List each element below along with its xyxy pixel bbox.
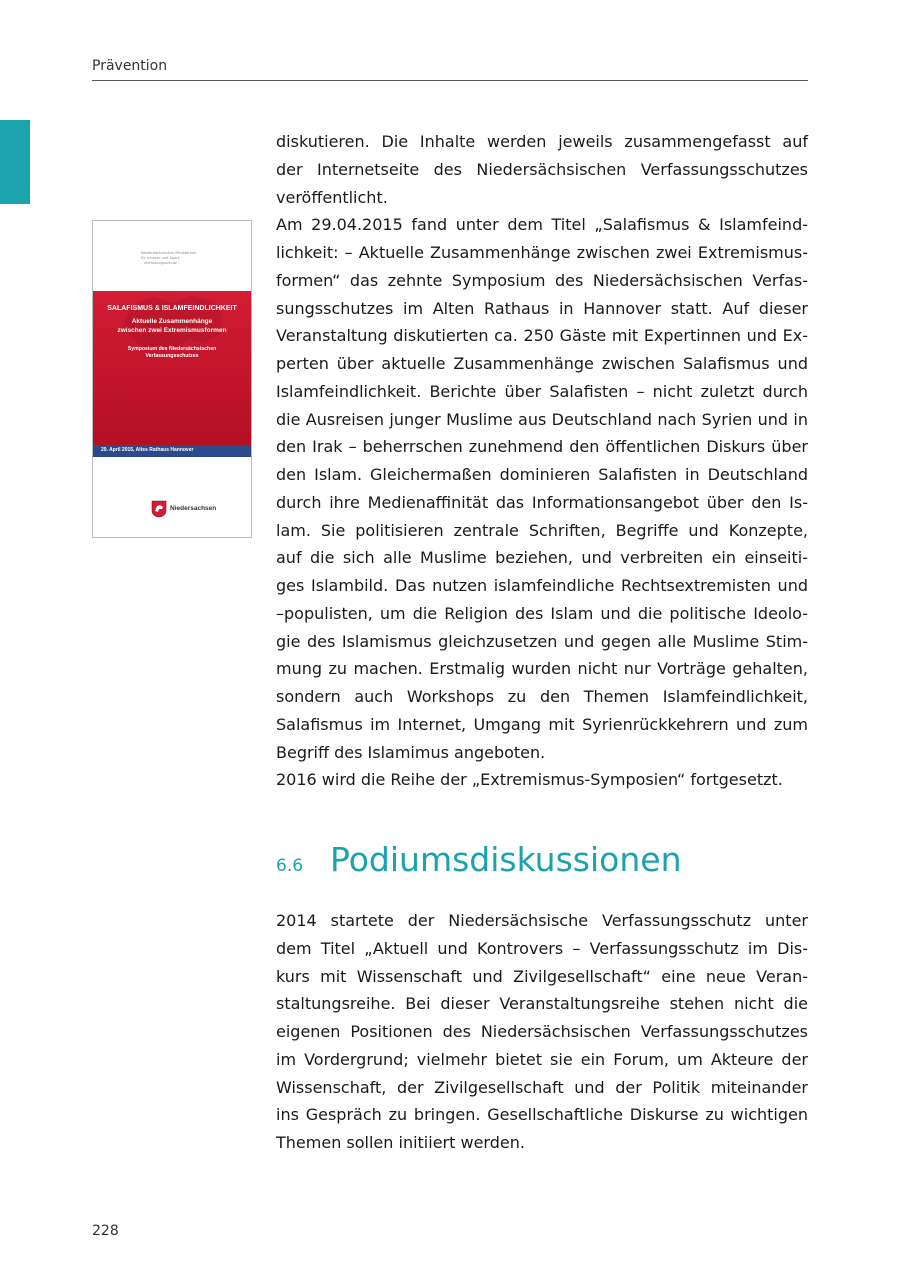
text-line: Wissenschaft, der Zivilgesellschaft und der Politik miteinander (276, 1077, 808, 1097)
text-line: lichkeit: – Aktuelle Zusammenhänge zwischen zwei Extremismus- (276, 243, 808, 262)
text-line: perten über aktuelle Zusammenhänge zwischen Salafismus und (276, 354, 808, 373)
paragraph-intro (276, 128, 808, 211)
brochure-cover-image (92, 220, 252, 538)
text-line: staltungsreihe. Bei dieser Veranstaltungsreihe stehen nicht die (276, 994, 808, 1014)
cover-date: 29. April 2015, Altes Rathaus Hannover (101, 447, 194, 453)
text-line: 2014 startete der Niedersächsische Verfassungsschutz unter (276, 911, 808, 930)
text-line: kurs mit Wissenschaft und Zivilgesellschaft“ eine neue Veran- (276, 966, 808, 986)
text-line: mung zu machen. Erstmalig wurden nicht nur Vorträge gehalten, (276, 659, 808, 679)
text-line: Islamfeindlichkeit. Berichte über Salafisten – nicht zuletzt durch (276, 381, 808, 401)
text-line: ins Gespräch zu bringen. Gesellschaftliche Diskurse zu wichtigen (276, 1105, 808, 1125)
text-line: Veranstaltung diskutierten ca. 250 Gäste mit Expertinnen und Ex- (276, 326, 808, 346)
text-line: auf die sich alle Muslime beziehen, und verbreiten ein einseiti- (276, 548, 808, 568)
text-line: den Islam. Gleichermaßen dominieren Salafisten in Deutschland (276, 465, 808, 484)
paragraph-symposium (276, 211, 808, 766)
text-line: Salafismus im Internet, Umgang mit Syrienrückkehrern und zum (276, 714, 808, 734)
text-line: sungsschutzes im Alten Rathaus in Hannover statt. Auf dieser (276, 298, 808, 318)
text-line: formen“ das zehnte Symposium des Niedersächsischen Verfas- (276, 270, 808, 290)
header-rule (92, 80, 808, 81)
cover-symposium-text: Symposium des Niedersächsischen Verfassungsschutzes (127, 346, 217, 359)
section-title: Podiumsdiskussionen (330, 840, 682, 879)
niedersachsen-crest-icon (151, 500, 167, 518)
text-line: lam. Sie politisieren zentrale Schriften, Begriffe und Konzepte, (276, 520, 808, 540)
cover-red-panel (93, 291, 251, 457)
text-line: durch ihre Medienaffinität das Informationsangebot über den Is- (276, 492, 808, 512)
cover-title: SALAFISMUS & ISLAMFEINDLICHKEIT (107, 305, 237, 312)
paragraph-outlook (276, 766, 808, 794)
text-line: diskutieren. Die Inhalte werden jeweils zusammengefasst auf (276, 132, 808, 151)
page-number: 228 (92, 1223, 119, 1239)
section-number: 6.6 (276, 856, 304, 876)
cover-map-silhouette (93, 291, 252, 457)
chapter-side-tab (0, 120, 30, 204)
text-line: die Ausreisen junger Muslime aus Deutschland nach Syrien und in (276, 409, 808, 429)
text-line: 2016 wird die Reihe der „Extremismus-Symposien“ fortgesetzt. (276, 770, 783, 790)
text-line: gie des Islamismus gleichzusetzen und gegen alle Muslime Stim- (276, 631, 808, 651)
text-line: –populisten, um die Religion des Islam und die politische Ideolo- (276, 603, 808, 623)
text-line: veröffentlicht. (276, 187, 388, 207)
text-line: Themen sollen initiiert werden. (276, 1133, 525, 1152)
section-text (276, 907, 808, 1157)
text-line: eigenen Positionen des Niedersächsischen Verfassungsschutzes (276, 1022, 808, 1041)
text-line: im Vordergrund; vielmehr bietet sie ein Forum, um Akteure der (276, 1049, 808, 1069)
running-header: Prävention (92, 58, 168, 74)
text-line: der Internetseite des Niedersächsischen Verfassungsschutzes (276, 159, 808, 179)
main-text (276, 128, 808, 794)
text-line: ges Islambild. Das nutzen islamfeindliche Rechtsextremisten und (276, 576, 808, 595)
text-line: Begriff des Islamimus angeboten. (276, 742, 546, 762)
text-line: Am 29.04.2015 fand unter dem Titel „Salafismus & Islamfeind- (276, 215, 808, 235)
paragraph-podium (276, 907, 808, 1157)
text-line: sondern auch Workshops zu den Themen Islamfeindlichkeit, (276, 687, 808, 706)
cover-logo-text: Niedersachsen (170, 505, 217, 512)
text-line: den Irak – beherrschen zunehmend den öffentlichen Diskurs über (276, 437, 808, 457)
cover-subtitle: Aktuelle Zusammenhänge zwischen zwei Extremismusformen (117, 318, 227, 334)
text-line: dem Titel „Aktuell und Kontrovers – Verfassungsschutz im Dis- (276, 938, 808, 958)
cover-ministry-text: Niedersächsisches Ministerium für Inneres und Sport - Verfassungsschutz - (141, 251, 197, 265)
